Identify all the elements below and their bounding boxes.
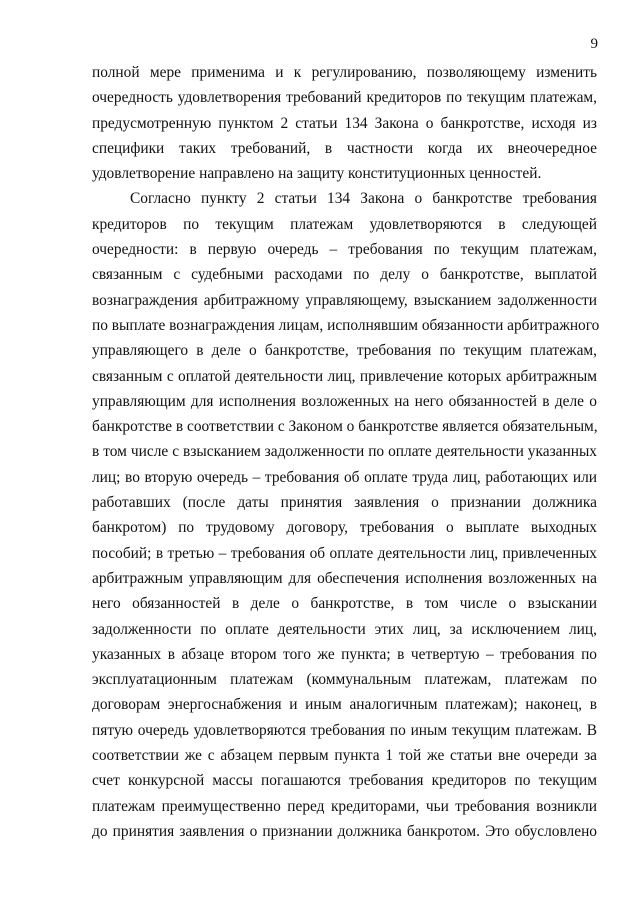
text-line: управляющим для исполнения возложенных на него обязанностей в деле о	[92, 392, 597, 410]
paragraph	[92, 186, 600, 844]
text-line: задолженности по оплате деятельности этих лиц, за исключением лиц,	[92, 620, 597, 638]
text-line: очередность удовлетворения требований кредиторов по текущим платежам,	[92, 89, 597, 107]
text-line: по выплате вознаграждения лицам, исполнявшим обязанности арбитражного	[92, 316, 600, 334]
text-line: эксплуатационным платежам (коммунальным платежам, платежам по	[92, 671, 597, 689]
text-line: банкротом) по трудовому договору, требования о выплате выходных	[92, 519, 597, 537]
text-line: предусмотренную пунктом 2 статьи 134 Закона о банкротстве, исходя из	[92, 114, 597, 132]
text-line: связанным с судебными расходами по делу о банкротстве, выплатой	[92, 266, 597, 284]
text-line: специфики таких требований, в частности когда их внеочередное	[92, 139, 597, 157]
text-line: лиц; во вторую очередь – требования об оплате труда лиц, работающих или	[92, 468, 597, 486]
document-body	[92, 60, 600, 844]
text-line: работавших (после даты принятия заявления о признании должника	[92, 494, 597, 512]
text-line: соответствии же с абзацем первым пункта 1 той же статьи вне очереди за	[92, 747, 597, 765]
text-line: счет конкурсной массы погашаются требования кредиторов по текущим	[92, 772, 597, 790]
text-line: банкротстве в соответствии с Законом о банкротстве является обязательным,	[92, 418, 598, 436]
text-line: него обязанностей в деле о банкротстве, в том числе о взыскании	[92, 595, 597, 613]
text-line: в том числе с взысканием задолженности по оплате деятельности указанных	[92, 443, 597, 461]
text-line: арбитражным управляющим для обеспечения исполнения возложенных на	[92, 569, 597, 587]
text-line: платежам преимущественно перед кредиторами, чьи требования возникли	[92, 797, 597, 815]
text-line: до принятия заявления о признании должника банкротом. Это обусловлено	[92, 822, 597, 840]
text-line: удовлетворение направлено на защиту конституционных ценностей.	[92, 165, 542, 183]
text-line: указанных в абзаце втором того же пункта; в четвертую – требования по	[92, 645, 597, 663]
paragraph	[92, 60, 597, 186]
text-line: связанным с оплатой деятельности лиц, привлечение которых арбитражным	[92, 367, 597, 385]
text-line: кредиторов по текущим платежам удовлетворяются в следующей	[92, 215, 597, 233]
text-line: Согласно пункту 2 статьи 134 Закона о банкротстве требования	[130, 190, 597, 208]
page-number: 9	[590, 36, 598, 52]
text-line: пособий; в третью – требования об оплате деятельности лиц, привлеченных	[92, 544, 597, 562]
text-line: управляющего в деле о банкротстве, требования по текущим платежам,	[92, 342, 597, 360]
text-line: полной мере применима и к регулированию, позволяющему изменить	[92, 64, 597, 81]
text-line: вознаграждения арбитражному управляющему, взысканием задолженности	[92, 291, 597, 309]
text-line: очередности: в первую очередь – требования по текущим платежам,	[92, 241, 597, 259]
text-line: пятую очередь удовлетворяются требования по иным текущим платежам. В	[92, 721, 597, 739]
text-line: договорам энергоснабжения и иным аналогичным платежам); наконец, в	[92, 696, 597, 714]
